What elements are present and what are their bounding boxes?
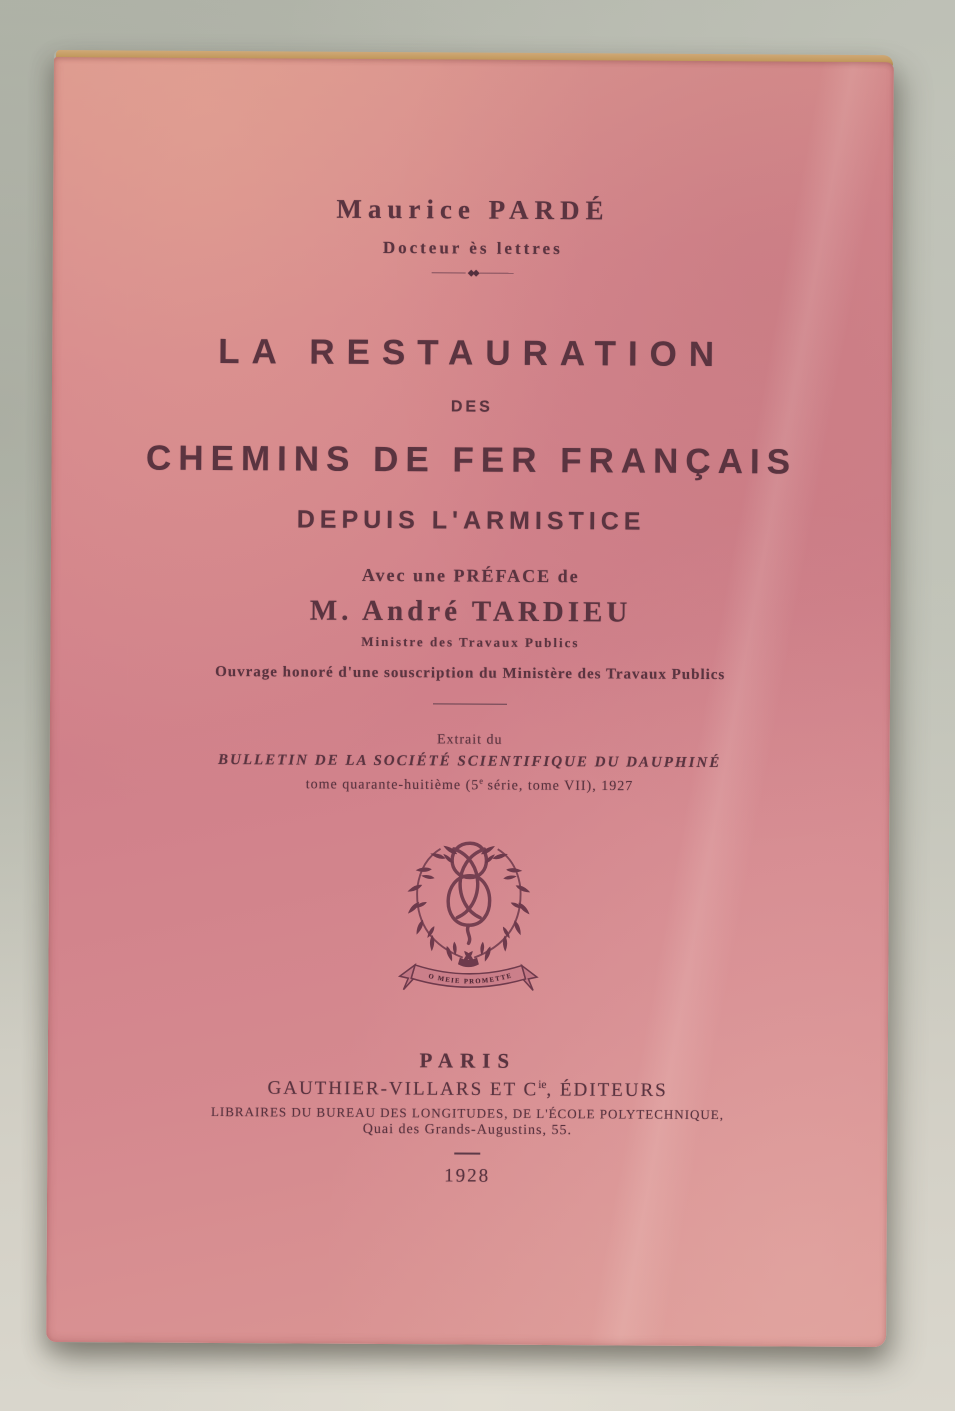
short-rule [50, 701, 890, 707]
laurel-wreath-monogram-icon [387, 827, 550, 1010]
author-name: Maurice PARDÉ [336, 193, 610, 226]
extrait-intro: Extrait du [436, 732, 503, 748]
extrait-bulletin-title: BULLETIN DE LA SOCIÉTÉ SCIENTIFIQUE DU DAUPHINÉ [217, 752, 722, 772]
publisher-emblem [48, 825, 889, 1012]
publication-year: 1928 [444, 1165, 491, 1187]
preface-author-role: Ministre des Travaux Publics [361, 633, 580, 651]
extrait-volume-info: tome quarante-huitième (5e série, tome VII), 1927 [305, 776, 634, 795]
emblem-motto-text: O MEIE PROMETTE [427, 972, 514, 986]
divider-line-left [432, 272, 466, 273]
title-line-4: DEPUIS L'ARMISTICE [296, 505, 646, 536]
publisher-city: PARIS [419, 1048, 517, 1073]
preface-author-name: M. André TARDIEU [309, 594, 632, 629]
publisher-line2: LIBRAIRES DU BUREAU DES LONGITUDES, DE L'ÉCOLE POLYTECHNIQUE, [210, 1103, 725, 1123]
divider-line-right [480, 273, 514, 274]
divider-ornament [53, 266, 893, 280]
year-rule [47, 1150, 887, 1157]
title-line-1: LA RESTAURATION [218, 332, 727, 375]
author-credential: Docteur ès lettres [382, 238, 563, 259]
book-cover [46, 57, 894, 1347]
diamond-ornament-icon: ◆◆ [467, 267, 478, 278]
preface-intro: Avec une PRÉFACE de [361, 564, 580, 587]
subscription-note: Ouvrage honoré d'une souscription du Ministère des Travaux Publics [215, 663, 726, 684]
book [46, 50, 894, 1347]
title-line-3: CHEMINS DE FER FRANÇAIS [145, 438, 798, 482]
publisher-address: Quai des Grands-Augustins, 55. [362, 1121, 573, 1139]
publisher-name: GAUTHIER-VILLARS ET $C^{ie}$, ÉDITEURS [267, 1077, 668, 1102]
title-line-2: DES [450, 398, 493, 416]
